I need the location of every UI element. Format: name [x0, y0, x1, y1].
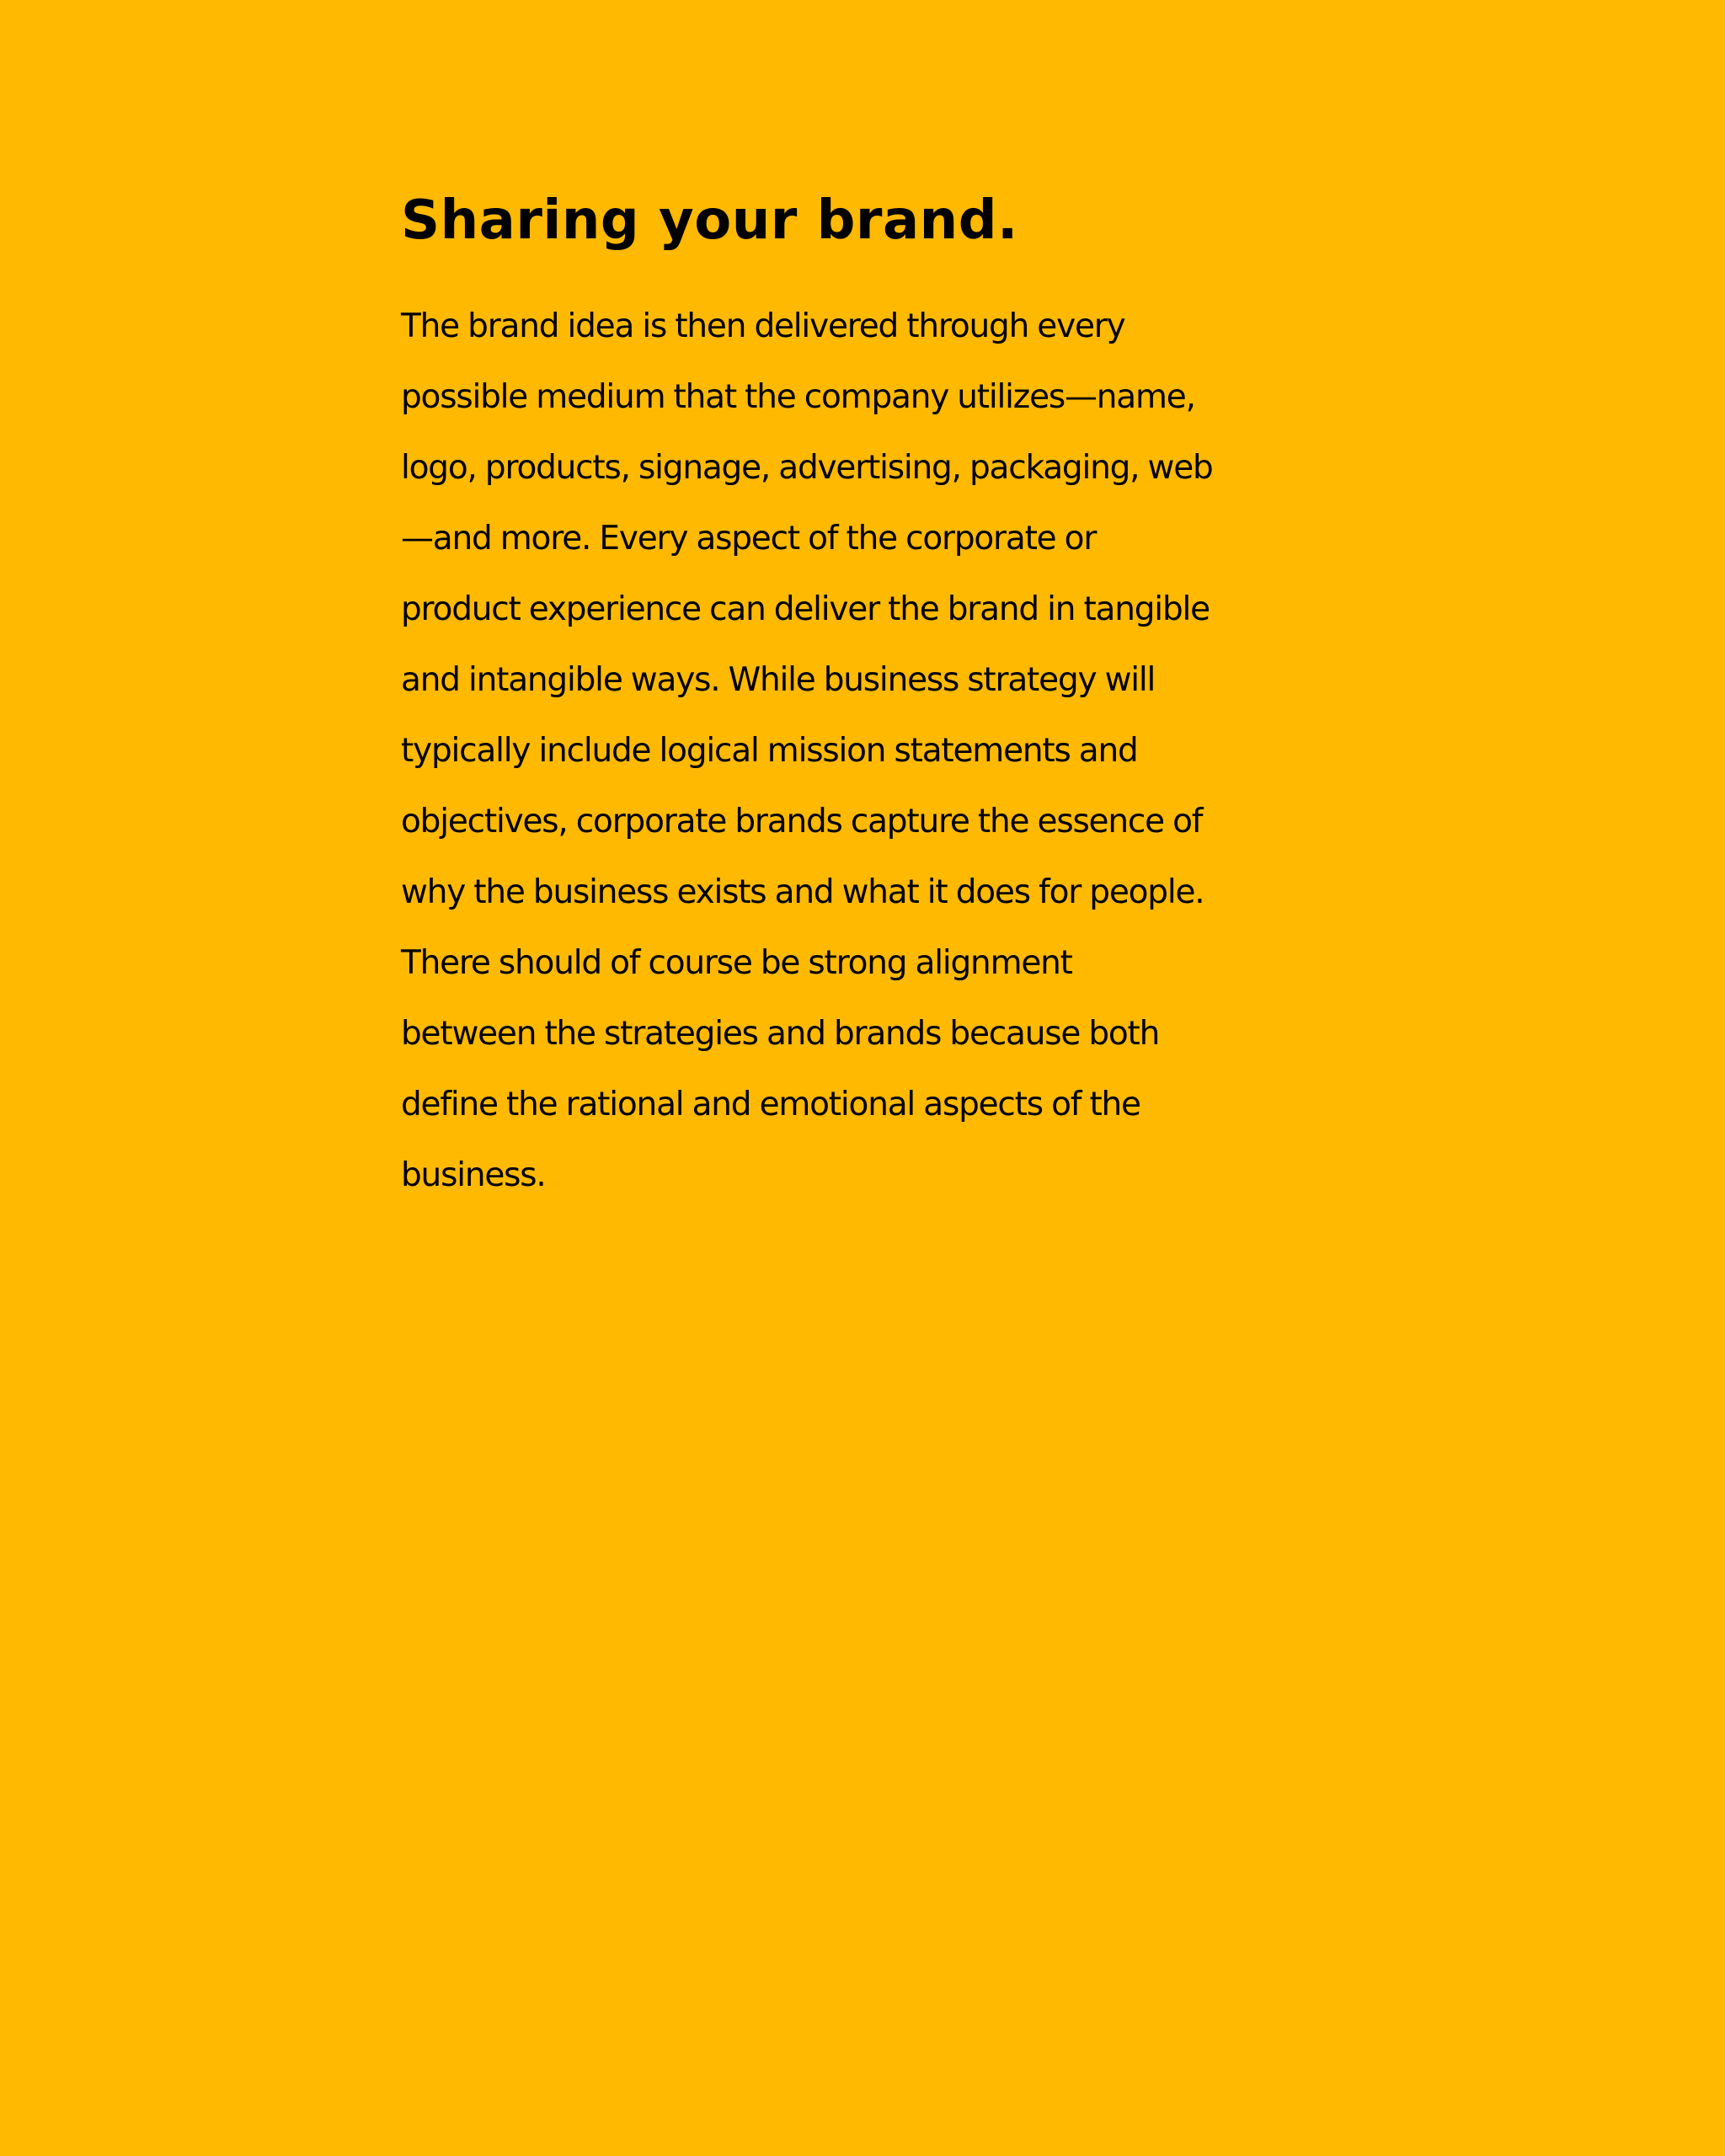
body-line: The brand idea is then delivered through every: [401, 307, 1125, 345]
body-line: objectives, corporate brands capture the essence of: [401, 803, 1203, 841]
body-line: and intangible ways. While business strategy will: [401, 661, 1156, 699]
body-line: —and more. Every aspect of the corporate or: [401, 520, 1097, 558]
body-line: logo, products, signage, advertising, packaging, web: [401, 449, 1213, 487]
body-line: typically include logical mission statements and: [401, 732, 1138, 770]
body-line: why the business exists and what it does for people.: [401, 873, 1204, 911]
body-line: There should of course be strong alignment: [401, 944, 1072, 982]
page-title: Sharing your brand.: [401, 189, 1018, 252]
content-block: [401, 185, 1327, 1211]
body-line: define the rational and emotional aspects of the: [401, 1086, 1140, 1123]
body-line: between the strategies and brands because both: [401, 1015, 1160, 1053]
body-paragraph: [401, 291, 1327, 1211]
body-line: product experience can deliver the brand in tangible: [401, 590, 1210, 628]
body-line: possible medium that the company utilizes—name,: [401, 378, 1195, 416]
body-line: business.: [401, 1156, 546, 1194]
